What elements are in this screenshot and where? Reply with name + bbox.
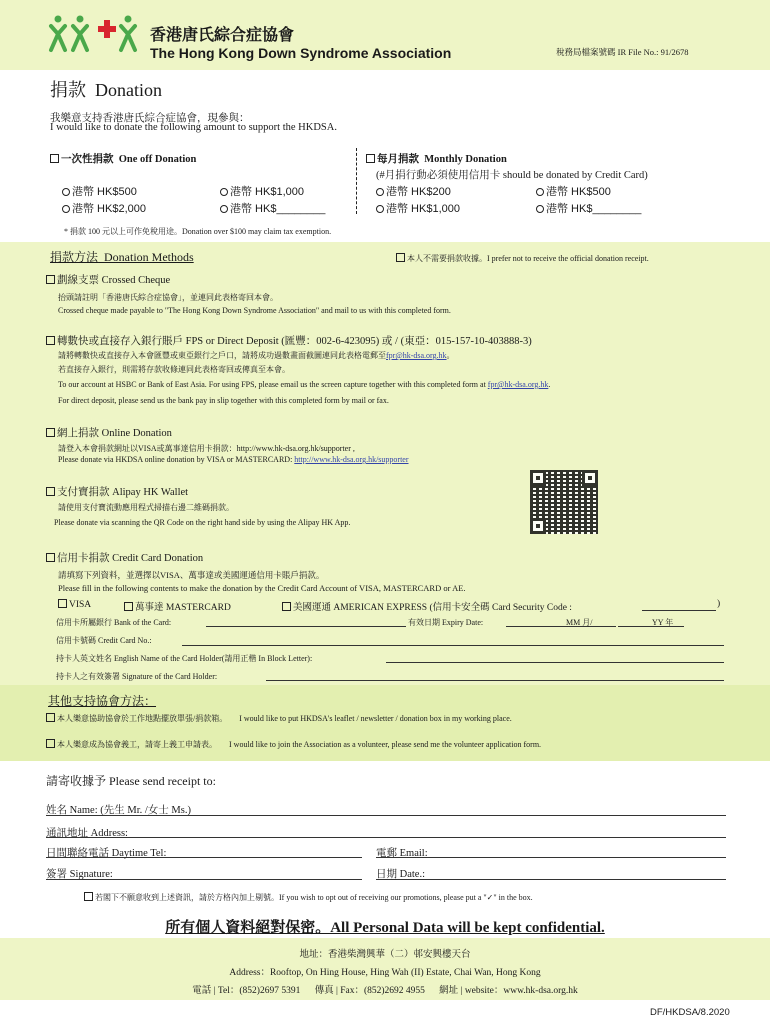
fps-en-2: For direct deposit, please send us the bank pay in slip together with this completed form by mail or fax. xyxy=(58,396,389,405)
checkbox[interactable] xyxy=(396,253,405,262)
monthly-option[interactable]: 港幣 HK$500 xyxy=(536,183,611,199)
logo-figure-icon xyxy=(48,14,96,54)
checkbox[interactable] xyxy=(84,892,93,901)
card-signature-label: 持卡人之有效簽署 Signature of the Card Holder: xyxy=(56,672,218,681)
monthly-note: (#月捐行動必須使用信用卡 should be donated by Credit Card) xyxy=(376,170,648,181)
online-donation-link[interactable]: http://www.hk-dsa.org.hk/supporter xyxy=(294,455,409,464)
card-name-label: 持卡人英文姓名 English Name of the Card Holder(請用正楷 In Block Letter): xyxy=(56,654,313,663)
card-expiry-label: 有效日期 Expiry Date: xyxy=(408,618,484,627)
security-code-field[interactable] xyxy=(642,610,716,611)
fps-zh-2: 若直接存入銀行，則需將存款收條連同此表格寄回或傳真至本會。 xyxy=(58,365,290,374)
card-bank-label: 信用卡所屬銀行 Bank of the Card: xyxy=(56,618,172,627)
checkbox[interactable] xyxy=(46,428,55,437)
fps-email-link[interactable]: fpr@hk-dsa.org.hk xyxy=(487,380,549,389)
methods-heading: 捐款方法 Donation Methods xyxy=(50,250,194,264)
card-signature-field[interactable] xyxy=(266,680,724,681)
alipay-zh: 請使用支付寶流動應用程式掃描右邊二維碼捐款。 xyxy=(58,503,234,512)
monthly-option[interactable]: 港幣 HK$200 xyxy=(376,183,451,199)
one-off-option[interactable]: 港幣 HK$2,000 xyxy=(62,200,146,216)
card-expiry-yy: YY 年 xyxy=(652,618,674,627)
receipt-email-label: 電郵 Email: xyxy=(376,848,428,859)
radio[interactable] xyxy=(536,188,544,196)
receipt-tel-field[interactable] xyxy=(46,857,362,858)
footer-address-zh: 地址：香港柴灣興華（二）邨安興樓天台 xyxy=(299,950,471,960)
receipt-tel-label: 日間聯絡電話 Daytime Tel: xyxy=(46,848,167,859)
checkbox[interactable] xyxy=(58,599,67,608)
fps-title[interactable]: 轉數快或直接存入銀行賬戶 FPS or Direct Deposit (匯豐：002-6-423095) 或 / (東亞：015-157-10-403888-3) xyxy=(46,333,532,348)
receipt-heading: 請寄收據予 Please send receipt to: xyxy=(46,774,216,788)
checkbox[interactable] xyxy=(50,154,59,163)
card-number-label: 信用卡號碼 Credit Card No.: xyxy=(56,636,152,645)
one-off-option[interactable]: 港幣 HK$1,000 xyxy=(220,183,304,199)
logo-cross-icon xyxy=(98,20,116,38)
card-en: Please fill in the following contents to make the donation by the Credit Card Account of VISA, MASTERCARD or AE. xyxy=(58,583,466,593)
checkbox[interactable] xyxy=(46,336,55,345)
card-zh: 請填寫下列資料，並選擇以VISA、萬事達或美國運通信用卡賬戶捐款。 xyxy=(58,570,325,580)
card-visa-option[interactable]: VISA xyxy=(58,599,91,610)
alipay-en: Please donate via scanning the QR Code on the right hand side by using the Alipay HK App. xyxy=(54,518,351,527)
title-zh: 捐款 xyxy=(50,80,86,100)
support-option-leaflet[interactable]: 本人樂意協助協會於工作地點擺放單張/捐款箱。 I would like to put HKDSA's leaflet / newsletter / donation box in my working place. xyxy=(46,713,512,724)
card-expiry-month-field[interactable] xyxy=(506,626,616,627)
receipt-name-field[interactable] xyxy=(46,815,726,816)
no-receipt-option[interactable]: 本人不需要捐款收據。I prefer not to receive the official donation receipt. xyxy=(396,253,649,264)
radio[interactable] xyxy=(536,205,544,213)
footer-address-en: Address：Rooftop, On Hing House, Hing Wah (II) Estate, Chai Wan, Hong Kong xyxy=(229,968,541,978)
alipay-title[interactable]: 支付寶捐款 Alipay HK Wallet xyxy=(46,484,188,499)
fps-email-link[interactable]: fpr@hk-dsa.org.hk xyxy=(386,351,447,360)
footer-contact: 電話 | Tel：(852)2697 5391 傳真 | Fax：(852)2692 4955 網址 | website：www.hk-dsa.org.hk xyxy=(192,986,578,996)
confidential-notice: 所有個人資料絕對保密。All Personal Data will be kept confidential. xyxy=(165,920,605,936)
one-off-option[interactable]: 港幣 HK$500 xyxy=(62,183,137,199)
intro-zh: 我樂意支持香港唐氏綜合症協會，現參與： xyxy=(50,113,250,124)
cheque-zh: 抬頭請註明「香港唐氏綜合症協會」，並連同此表格寄回本會。 xyxy=(58,293,278,302)
card-expiry-mm: MM 月/ xyxy=(566,618,593,627)
radio[interactable] xyxy=(62,188,70,196)
header-band xyxy=(0,0,770,70)
receipt-email-field[interactable] xyxy=(376,857,726,858)
card-number-field[interactable] xyxy=(182,645,724,646)
online-zh: 請登入本會捐款網址以VISA或萬事達信用卡捐款：http://www.hk-dsa.org.hk/supporter , xyxy=(58,444,355,453)
card-bank-field[interactable] xyxy=(206,626,406,627)
logo-figure-icon xyxy=(116,14,140,54)
column-divider xyxy=(356,148,357,214)
fps-en-1: To our account at HSBC or Bank of East Asia. For using FPS, please email us the screen capture together with this completed form at fpr@hk-dsa.org.hk. xyxy=(58,380,551,389)
receipt-date-label: 日期 Date.: xyxy=(376,869,425,880)
monthly-option[interactable]: 港幣 HK$1,000 xyxy=(376,200,460,216)
receipt-address-field[interactable] xyxy=(46,837,726,838)
card-name-field[interactable] xyxy=(386,662,724,663)
intro-en: I would like to donate the following amount to support the HKDSA. xyxy=(50,122,337,133)
cheque-title[interactable]: 劃線支票 Crossed Cheque xyxy=(46,272,170,287)
checkbox[interactable] xyxy=(46,713,55,722)
receipt-signature-field[interactable] xyxy=(46,879,362,880)
checkbox[interactable] xyxy=(46,739,55,748)
form-code: DF/HKDSA/8.2020 xyxy=(650,1007,730,1018)
checkbox[interactable] xyxy=(366,154,375,163)
org-name-en: The Hong Kong Down Syndrome Association xyxy=(150,45,452,61)
radio[interactable] xyxy=(220,205,228,213)
page-title xyxy=(50,76,162,102)
receipt-address-label: 通訊地址 Address: xyxy=(46,828,128,839)
alipay-qr-code-icon xyxy=(530,470,598,534)
checkbox[interactable] xyxy=(282,602,291,611)
checkbox[interactable] xyxy=(124,602,133,611)
checkbox[interactable] xyxy=(46,487,55,496)
one-off-label[interactable]: 一次性捐款 One off Donation xyxy=(50,151,196,166)
radio[interactable] xyxy=(62,205,70,213)
security-code-close: ) xyxy=(717,599,721,609)
online-en: Please donate via HKDSA online donation by VISA or MASTERCARD: http://www.hk-dsa.org.hk/supporter xyxy=(58,455,409,464)
card-master-option[interactable]: 萬事達 MASTERCARD xyxy=(124,599,231,613)
opt-out-option[interactable]: 若閣下不願意收到上述資訊，請於方格內加上剔號。If you wish to opt out of receiving our promotions, please put a "✓" in the box. xyxy=(84,892,533,903)
tax-note: * 捐款 100 元以上可作免稅用途。Donation over $100 may claim tax exemption. xyxy=(64,227,332,236)
radio[interactable] xyxy=(376,205,384,213)
org-name-zh: 香港唐氏綜合症協會 xyxy=(150,27,295,44)
online-title[interactable]: 網上捐款 Online Donation xyxy=(46,425,172,440)
checkbox[interactable] xyxy=(46,553,55,562)
ir-file-number: 稅務局檔案號碼 IR File No.: 91/2678 xyxy=(556,47,689,57)
receipt-name-label: 姓名 Name: (先生 Mr. /女士 Ms.) xyxy=(46,805,191,816)
card-title[interactable]: 信用卡捐款 Credit Card Donation xyxy=(46,550,203,565)
cheque-en: Crossed cheque made payable to "The Hong Kong Down Syndrome Association" and mail to us with this completed form. xyxy=(58,306,451,315)
receipt-date-field[interactable] xyxy=(376,879,726,880)
monthly-option[interactable]: 港幣 HK$________ xyxy=(536,200,641,216)
card-amex-option[interactable]: 美國運通 AMERICAN EXPRESS (信用卡安全碼 Card Security Code : xyxy=(282,599,572,613)
support-option-volunteer[interactable]: 本人樂意成為協會義工，請寄上義工申請表。 I would like to join the Association as a volunteer, please send me the volunteer application form. xyxy=(46,739,541,750)
other-support-heading: 其他支持協會方法： xyxy=(48,694,157,708)
checkbox[interactable] xyxy=(46,275,55,284)
receipt-signature-label: 簽署 Signature: xyxy=(46,869,113,880)
radio[interactable] xyxy=(220,188,228,196)
card-expiry-year-field[interactable] xyxy=(618,626,684,627)
fps-zh-1: 請將轉數快或直接存入本會匯豐或東亞銀行之戶口，請將成功過數畫面截圖連同此表格電郵至fpr@hk-dsa.org.hk。 xyxy=(58,351,455,360)
one-off-option[interactable]: 港幣 HK$________ xyxy=(220,200,325,216)
radio[interactable] xyxy=(376,188,384,196)
monthly-label[interactable]: 每月捐款 Monthly Donation xyxy=(366,151,507,166)
title-en: Donation xyxy=(95,80,162,100)
